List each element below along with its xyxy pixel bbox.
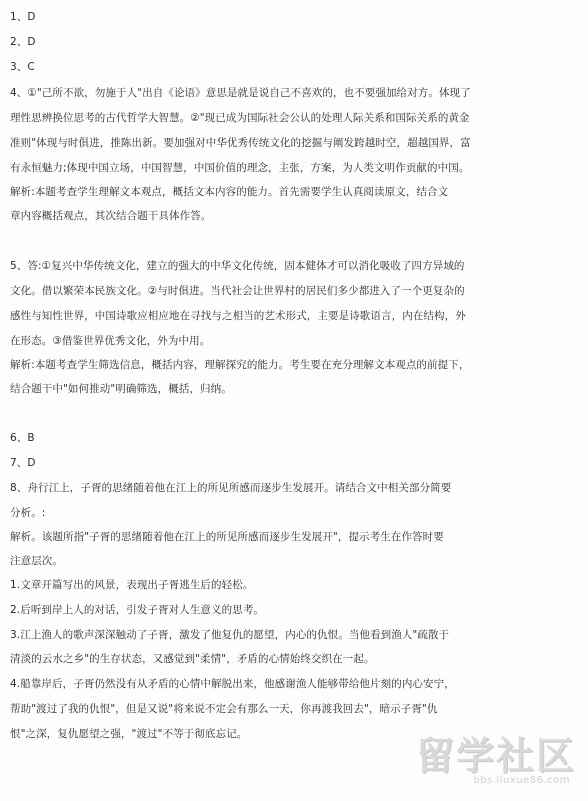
point-line: 3.江上渔人的歌声深深触动了子胥，激发了他复仇的愿望，内心的仇恨。当他看到渔人"疏散于 xyxy=(10,629,450,641)
point-line: 2.后听到岸上人的对话，引发子胥对人生意义的思考。 xyxy=(10,604,265,616)
analysis-line: 解析:本题考查学生筛选信息，概括内容，理解探究的能力。考生要在充分理解文本观点的前提下， xyxy=(10,359,470,371)
watermark-logo-text: 留学社区 xyxy=(415,734,576,778)
answer-line: 有永恒魅力;体现中国立场，中国智慧，中国价值的理念，主张，方案，为人类文明作贡献的中国。 xyxy=(10,162,470,174)
answer-line: 4、①"己所不欲，勿施于人"出自《论语》意思是就是说自己不喜欢的，也不要强加给对方。体现了 xyxy=(10,87,471,99)
point-line: 恨"之深，复仇愿望之强，"渡过"不等于彻底忘记。 xyxy=(10,728,248,740)
answer-line: 在形态。③借鉴世界优秀文化，外为中用。 xyxy=(10,335,211,347)
analysis-line: 结合题干中"如何推动"明确筛选，概括，归纳。 xyxy=(10,383,232,395)
analysis-line: 章内容概括观点，其次结合题干具体作答。 xyxy=(10,210,212,222)
answer-line: 6、B xyxy=(10,432,35,444)
answer-line: 2、D xyxy=(10,36,36,48)
analysis-line: 解析:本题考查学生理解文本观点，概括文本内容的能力。首先需要学生认真阅读原文，结合文 xyxy=(10,186,449,198)
analysis-line: 解析。该题所指"子胥的思绪随着他在江上的所见所感而逐步生发展开"，提示考生在作答时要 xyxy=(10,531,444,543)
answer-line: 7、D xyxy=(10,457,36,469)
answer-line: 理性思辨换位思考的古代哲学大智慧。②"现已成为国际社会公认的处理人际关系和国际关系的黄金 xyxy=(10,112,470,124)
answer-line: 文化。借以繁荣本民族文化。②与时俱进。当代社会让世界村的居民们多少都进入了一个更复杂的 xyxy=(10,285,465,297)
analysis-line: 注意层次。 xyxy=(10,555,63,567)
answer-line: 3、C xyxy=(10,61,35,73)
point-line: 4.船靠岸后，子胥仍然没有从矛盾的心情中解脱出来，他感谢渔人能够带给他片刻的内心安宁， xyxy=(10,678,455,690)
site-watermark xyxy=(400,725,580,795)
point-line: 清淡的云水之乡"的生存状态，又感觉到"柔情"，矛盾的心情始终交织在一起。 xyxy=(10,653,375,665)
point-line: 帮助"渡过了我的仇恨"，但是又说"将来说不定会有那么一天，你再渡我回去"，暗示子胥"仇 xyxy=(10,703,438,715)
answer-line: 5、答:①复兴中华传统文化，建立的强大的中华文化传统，固本健体才可以消化吸收了四方异域的 xyxy=(10,260,465,272)
answer-line: 感性与知性世界，中国诗歌应相应地在寻找与之相当的艺术形式，主要是诗歌语言，内在结构，外 xyxy=(10,310,466,322)
watermark-url: bbs.liuxue86.com xyxy=(473,775,570,786)
answer-line: 准则"体现与时俱进，推陈出新。要加强对中华优秀传统文化的挖掘与阐发跨越时空，超越国界，富 xyxy=(10,137,471,149)
answer-line: 1、D xyxy=(10,11,36,23)
question-line: 分析。: xyxy=(10,507,46,519)
question-line: 8、舟行江上，子胥的思绪随着他在江上的所见所感而逐步生发展开。请结合文中相关部分简要 xyxy=(10,482,452,494)
point-line: 1.文章开篇写出的风景，表现出子胥逃生后的轻松。 xyxy=(10,579,254,591)
